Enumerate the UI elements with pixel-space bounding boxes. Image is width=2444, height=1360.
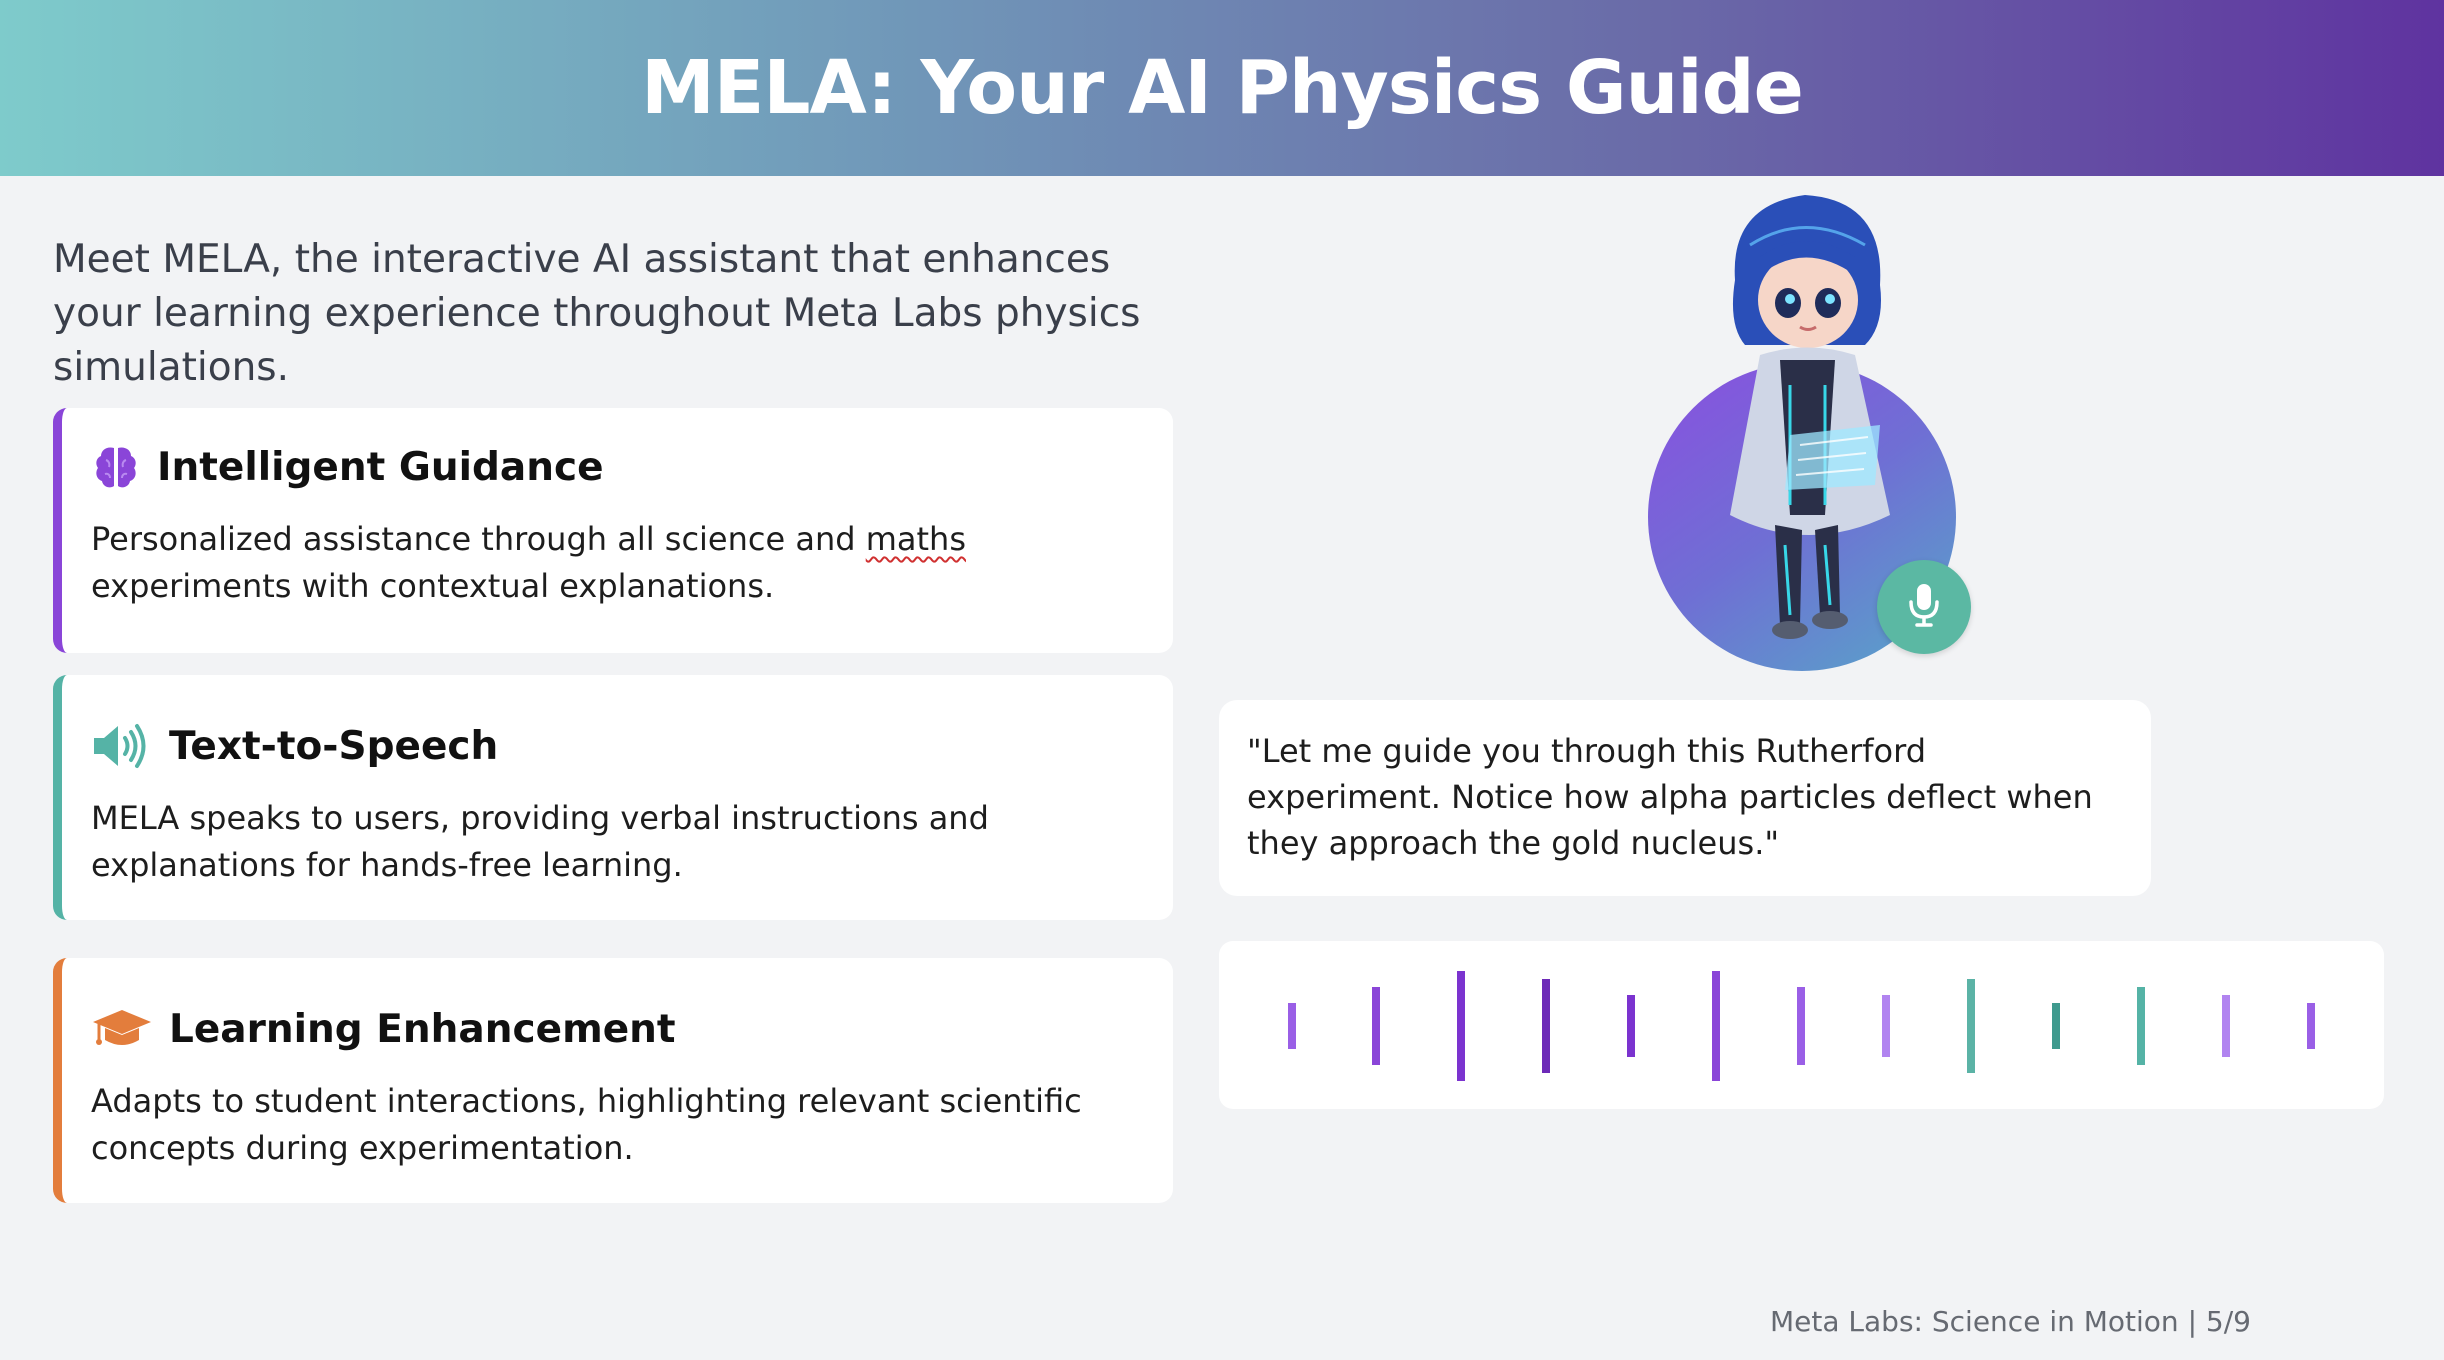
waveform-bar (2137, 987, 2145, 1065)
feature-card-learning-enhancement (53, 958, 1173, 1203)
waveform-bar (2052, 1003, 2060, 1049)
waveform-bar (1882, 995, 1890, 1057)
waveform-bar (1712, 971, 1720, 1081)
page-title: MELA: Your AI Physics Guide (641, 45, 1803, 131)
card-header (91, 432, 1133, 502)
graduation-cap-icon (91, 1004, 153, 1054)
speech-bubble-quote: "Let me guide you through this Rutherford experiment. Notice how alpha particles deflect when they approach the gold nucleus." (1219, 700, 2151, 896)
card-header (91, 711, 1133, 781)
card-description: MELA speaks to users, providing verbal instructions and explanations for hands-free learning. (91, 799, 989, 884)
intro-text: Meet MELA, the interactive AI assistant that enhances your learning experience throughout Meta Labs physics simulations. (53, 237, 1141, 390)
microphone-button[interactable] (1877, 560, 1971, 654)
card-title: Learning Enhancement (169, 1006, 676, 1052)
card-title: Intelligent Guidance (157, 444, 604, 490)
card-header (91, 994, 1133, 1064)
waveform-bar (2222, 995, 2230, 1057)
speaker-icon (91, 721, 153, 771)
spellcheck-flagged-word[interactable]: maths (865, 520, 966, 558)
card-description: Adapts to student interactions, highlighting relevant scientific concepts during experimentation. (91, 1082, 1082, 1167)
header-banner (0, 0, 2444, 176)
feature-card-intelligent-guidance (53, 408, 1173, 653)
waveform-bar (1457, 971, 1465, 1081)
waveform-bar (2307, 1003, 2315, 1049)
waveform-bar (1627, 995, 1635, 1057)
waveform-bar (1372, 987, 1380, 1065)
waveform-bar (1288, 1003, 1296, 1049)
waveform-bar (1967, 979, 1975, 1073)
card-title: Text-to-Speech (169, 723, 499, 769)
card-description: Personalized assistance through all science and maths experiments with contextual explanations. (91, 520, 966, 605)
microphone-icon (1906, 582, 1942, 633)
footer-page-info: Meta Labs: Science in Motion | 5/9 (1770, 1305, 2251, 1338)
feature-card-text-to-speech (53, 675, 1173, 920)
waveform-bar (1797, 987, 1805, 1065)
waveform-bar (1542, 979, 1550, 1073)
brain-icon (91, 442, 141, 492)
audio-waveform (1219, 941, 2384, 1109)
